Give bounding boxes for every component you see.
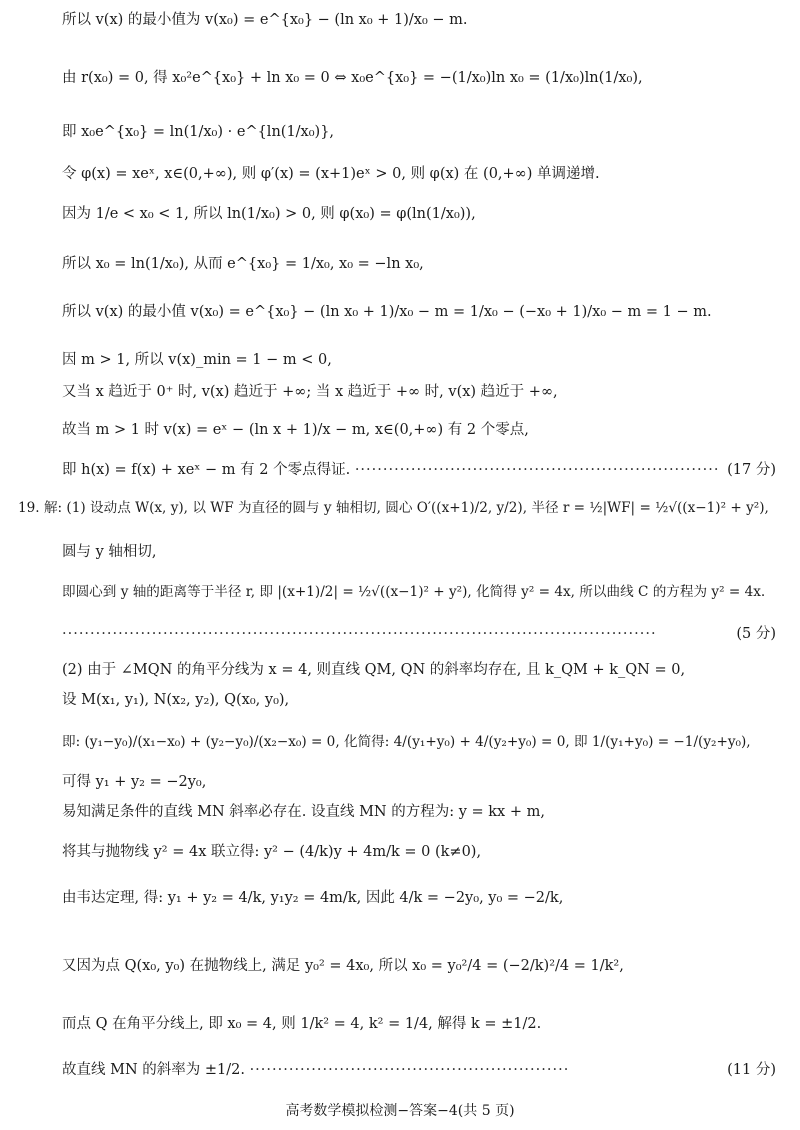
q19-line-6: 即: (y₁−y₀)/(x₁−x₀) + (y₂−y₀)/(x₂−x₀) = 0, 化简得: 4/(y₁+y₀) + 4/(y₂+y₀) = 0, 即 1/(y₁+y₀) = −1/(y₂+y₀), (62, 734, 751, 750)
q19-line-3: 即圆心到 y 轴的距离等于半径 r, 即 |(x+1)/2| = ½√((x−1)² + y²), 化简得 y² = 4x, 所以曲线 C 的方程为 y² = 4x. (62, 584, 766, 600)
line-6: 所以 x₀ = ln(1/x₀), 从而 e^{x₀} = 1/x₀, x₀ = −ln x₀, (62, 256, 424, 272)
q19-line-4: (2) 由于 ∠MQN 的角平分线为 x = 4, 则直线 QM, QN 的斜率均存在, 且 k_QM + k_QN = 0, (62, 662, 686, 678)
score-11: (11 分) (727, 1062, 776, 1078)
q19-line-12: 而点 Q 在角平分线上, 即 x₀ = 4, 则 1/k² = 4, k² = 1/4, 解得 k = ±1/2. (62, 1016, 542, 1032)
leader-dots-2: ·········································································································· (62, 626, 657, 642)
line-2: 由 r(x₀) = 0, 得 x₀²e^{x₀} + ln x₀ = 0 ⇔ x₀e^{x₀} = −(1/x₀)ln x₀ = (1/x₀)ln(1/x₀), (62, 70, 643, 86)
line-3: 即 x₀e^{x₀} = ln(1/x₀) · e^{ln(1/x₀)}, (62, 124, 335, 140)
q19-line-7: 可得 y₁ + y₂ = −2y₀, (62, 774, 207, 790)
q19-line-13 (62, 1060, 782, 1080)
line-11-text: 即 h(x) = f(x) + xeˣ − m 有 2 个零点得证. (62, 462, 351, 478)
page-footer: 高考数学模拟检测−答案−4(共 5 页) (285, 1103, 515, 1119)
score-5: (5 分) (736, 626, 776, 642)
q19-line-2: 圆与 y 轴相切, (62, 544, 157, 560)
q19-line-11: 又因为点 Q(x₀, y₀) 在抛物线上, 满足 y₀² = 4x₀, 所以 x₀ = y₀²/4 = (−2/k)²/4 = 1/k², (62, 958, 624, 974)
q19-line-13-text: 故直线 MN 的斜率为 ±1/2. (62, 1062, 245, 1078)
q19-line-9: 将其与抛物线 y² = 4x 联立得: y² − (4/k)y + 4m/k = 0 (k≠0), (62, 844, 482, 860)
leader-dots: ································································· (354, 462, 720, 478)
line-9: 又当 x 趋近于 0⁺ 时, v(x) 趋近于 +∞; 当 x 趋近于 +∞ 时, v(x) 趋近于 +∞, (62, 384, 558, 400)
q19-line-10: 由韦达定理, 得: y₁ + y₂ = 4/k, y₁y₂ = 4m/k, 因此 4/k = −2y₀, y₀ = −2/k, (62, 890, 564, 906)
line-1: 所以 v(x) 的最小值为 v(x₀) = e^{x₀} − (ln x₀ + 1)/x₀ − m. (62, 12, 468, 28)
score-17: (17 分) (727, 462, 776, 478)
line-11 (62, 460, 782, 480)
line-4: 令 φ(x) = xeˣ, x∈(0,+∞), 则 φ′(x) = (x+1)eˣ > 0, 则 φ(x) 在 (0,+∞) 单调递增. (62, 166, 600, 182)
line-10: 故当 m > 1 时 v(x) = eˣ − (ln x + 1)/x − m, x∈(0,+∞) 有 2 个零点, (62, 422, 529, 438)
line-5: 因为 1/e < x₀ < 1, 所以 ln(1/x₀) > 0, 则 φ(x₀) = φ(ln(1/x₀)), (62, 206, 476, 222)
leader-dots-3: ························································· (249, 1062, 570, 1078)
q19-line-1: 19. 解: (1) 设动点 W(x, y), 以 WF 为直径的圆与 y 轴相切, 圆心 O′((x+1)/2, y/2), 半径 r = ½|WF| = ½√((x−1)² + y²), (18, 500, 769, 516)
q19-line-5: 设 M(x₁, y₁), N(x₂, y₂), Q(x₀, y₀), (62, 692, 290, 708)
line-8: 因 m > 1, 所以 v(x)_min = 1 − m < 0, (62, 352, 332, 368)
q19-line-8: 易知满足条件的直线 MN 斜率必存在. 设直线 MN 的方程为: y = kx + m, (62, 804, 545, 820)
line-7: 所以 v(x) 的最小值 v(x₀) = e^{x₀} − (ln x₀ + 1)/x₀ − m = 1/x₀ − (−x₀ + 1)/x₀ − m = 1 − m. (62, 304, 712, 320)
